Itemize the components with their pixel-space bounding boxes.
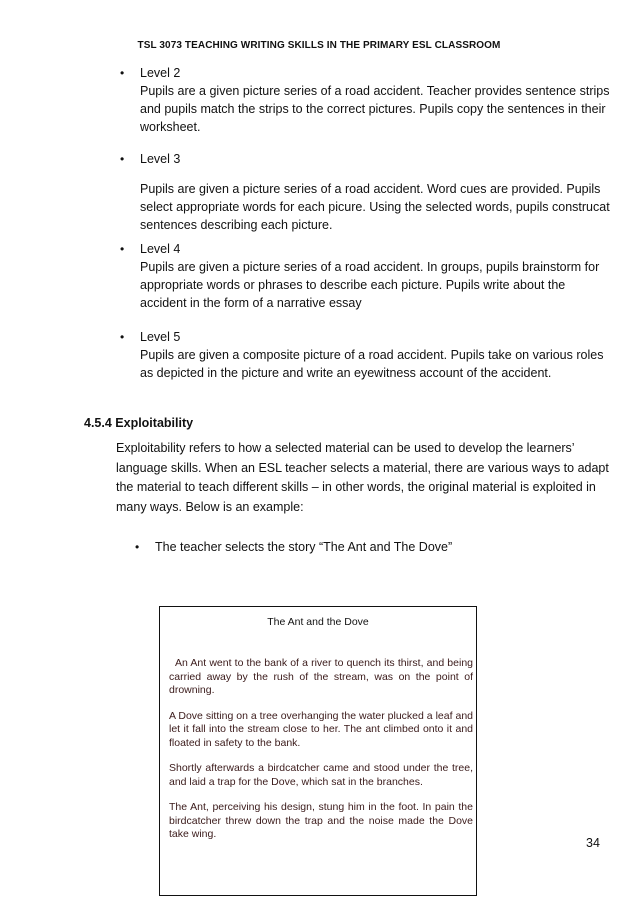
story-paragraph: The Ant, perceiving his design, stung him in the foot. In pain the birdcatcher threw down the trap and the noise made the Dove take wing.	[169, 801, 473, 840]
story-paragraph: An Ant went to the bank of a river to quench its thirst, and being carried away by the rush of the stream, was on the point of drowning.	[169, 657, 473, 696]
story-body	[169, 657, 473, 854]
page-number: 34	[586, 836, 600, 850]
level-description: Pupils are given a picture series of a road accident. In groups, pupils brainstorm for appropriate words or phrases to describe each picture. Pupils write about the accident in the form of a narrative essay	[140, 260, 600, 310]
level-description: Pupils are given a picture series of a road accident. Word cues are provided. Pupils select appropriate words for each picure. Using the selected words, pupils construcat sentences describing each picture.	[140, 182, 610, 232]
section-heading: 4.5.4 Exploitability	[84, 416, 194, 430]
bullet-icon: •	[120, 152, 125, 166]
bullet-icon: •	[120, 66, 125, 80]
level-description: Pupils are a given picture series of a road accident. Teacher provides sentence strips and pupils match the strips to the correct pictures. Pupils copy the sentences in their worksheet.	[140, 84, 610, 134]
example-text: The teacher selects the story “The Ant and The Dove”	[155, 540, 453, 554]
level-title: Level 2	[140, 66, 181, 80]
story-paragraph: Shortly afterwards a birdcatcher came and stood under the tree, and laid a trap for the Dove, which sat in the branches.	[169, 762, 473, 788]
running-header: TSL 3073 TEACHING WRITING SKILLS IN THE PRIMARY ESL CLASSROOM	[137, 40, 501, 51]
level-item-4	[120, 240, 610, 312]
spacer	[140, 168, 610, 180]
section-paragraph: Exploitability refers to how a selected material can be used to develop the learners’ language skills. When an ESL teacher selects a material, there are various ways to adapt the material to teach different skills – in other words, the original material is exploited in many ways. Below is an example:	[116, 441, 609, 514]
bullet-icon: •	[120, 242, 125, 256]
bullet-icon: •	[120, 330, 125, 344]
level-description: Pupils are given a composite picture of a road accident. Pupils take on various roles as depicted in the picture and write an eyewitness account of the accident.	[140, 348, 604, 380]
level-item-3	[120, 150, 610, 234]
level-item-5	[120, 328, 610, 382]
level-title: Level 4	[140, 242, 181, 256]
story-title: The Ant and the Dove	[267, 616, 369, 628]
story-paragraph: A Dove sitting on a tree overhanging the water plucked a leaf and let it fall into the stream close to her. The ant climbed onto it and floated in safety to the bank.	[169, 709, 473, 749]
example-bullet	[135, 540, 453, 554]
level-title: Level 3	[140, 152, 181, 166]
story-box	[159, 606, 477, 896]
level-title: Level 5	[140, 330, 181, 344]
level-item-2	[120, 64, 610, 136]
bullet-icon: •	[135, 540, 140, 554]
